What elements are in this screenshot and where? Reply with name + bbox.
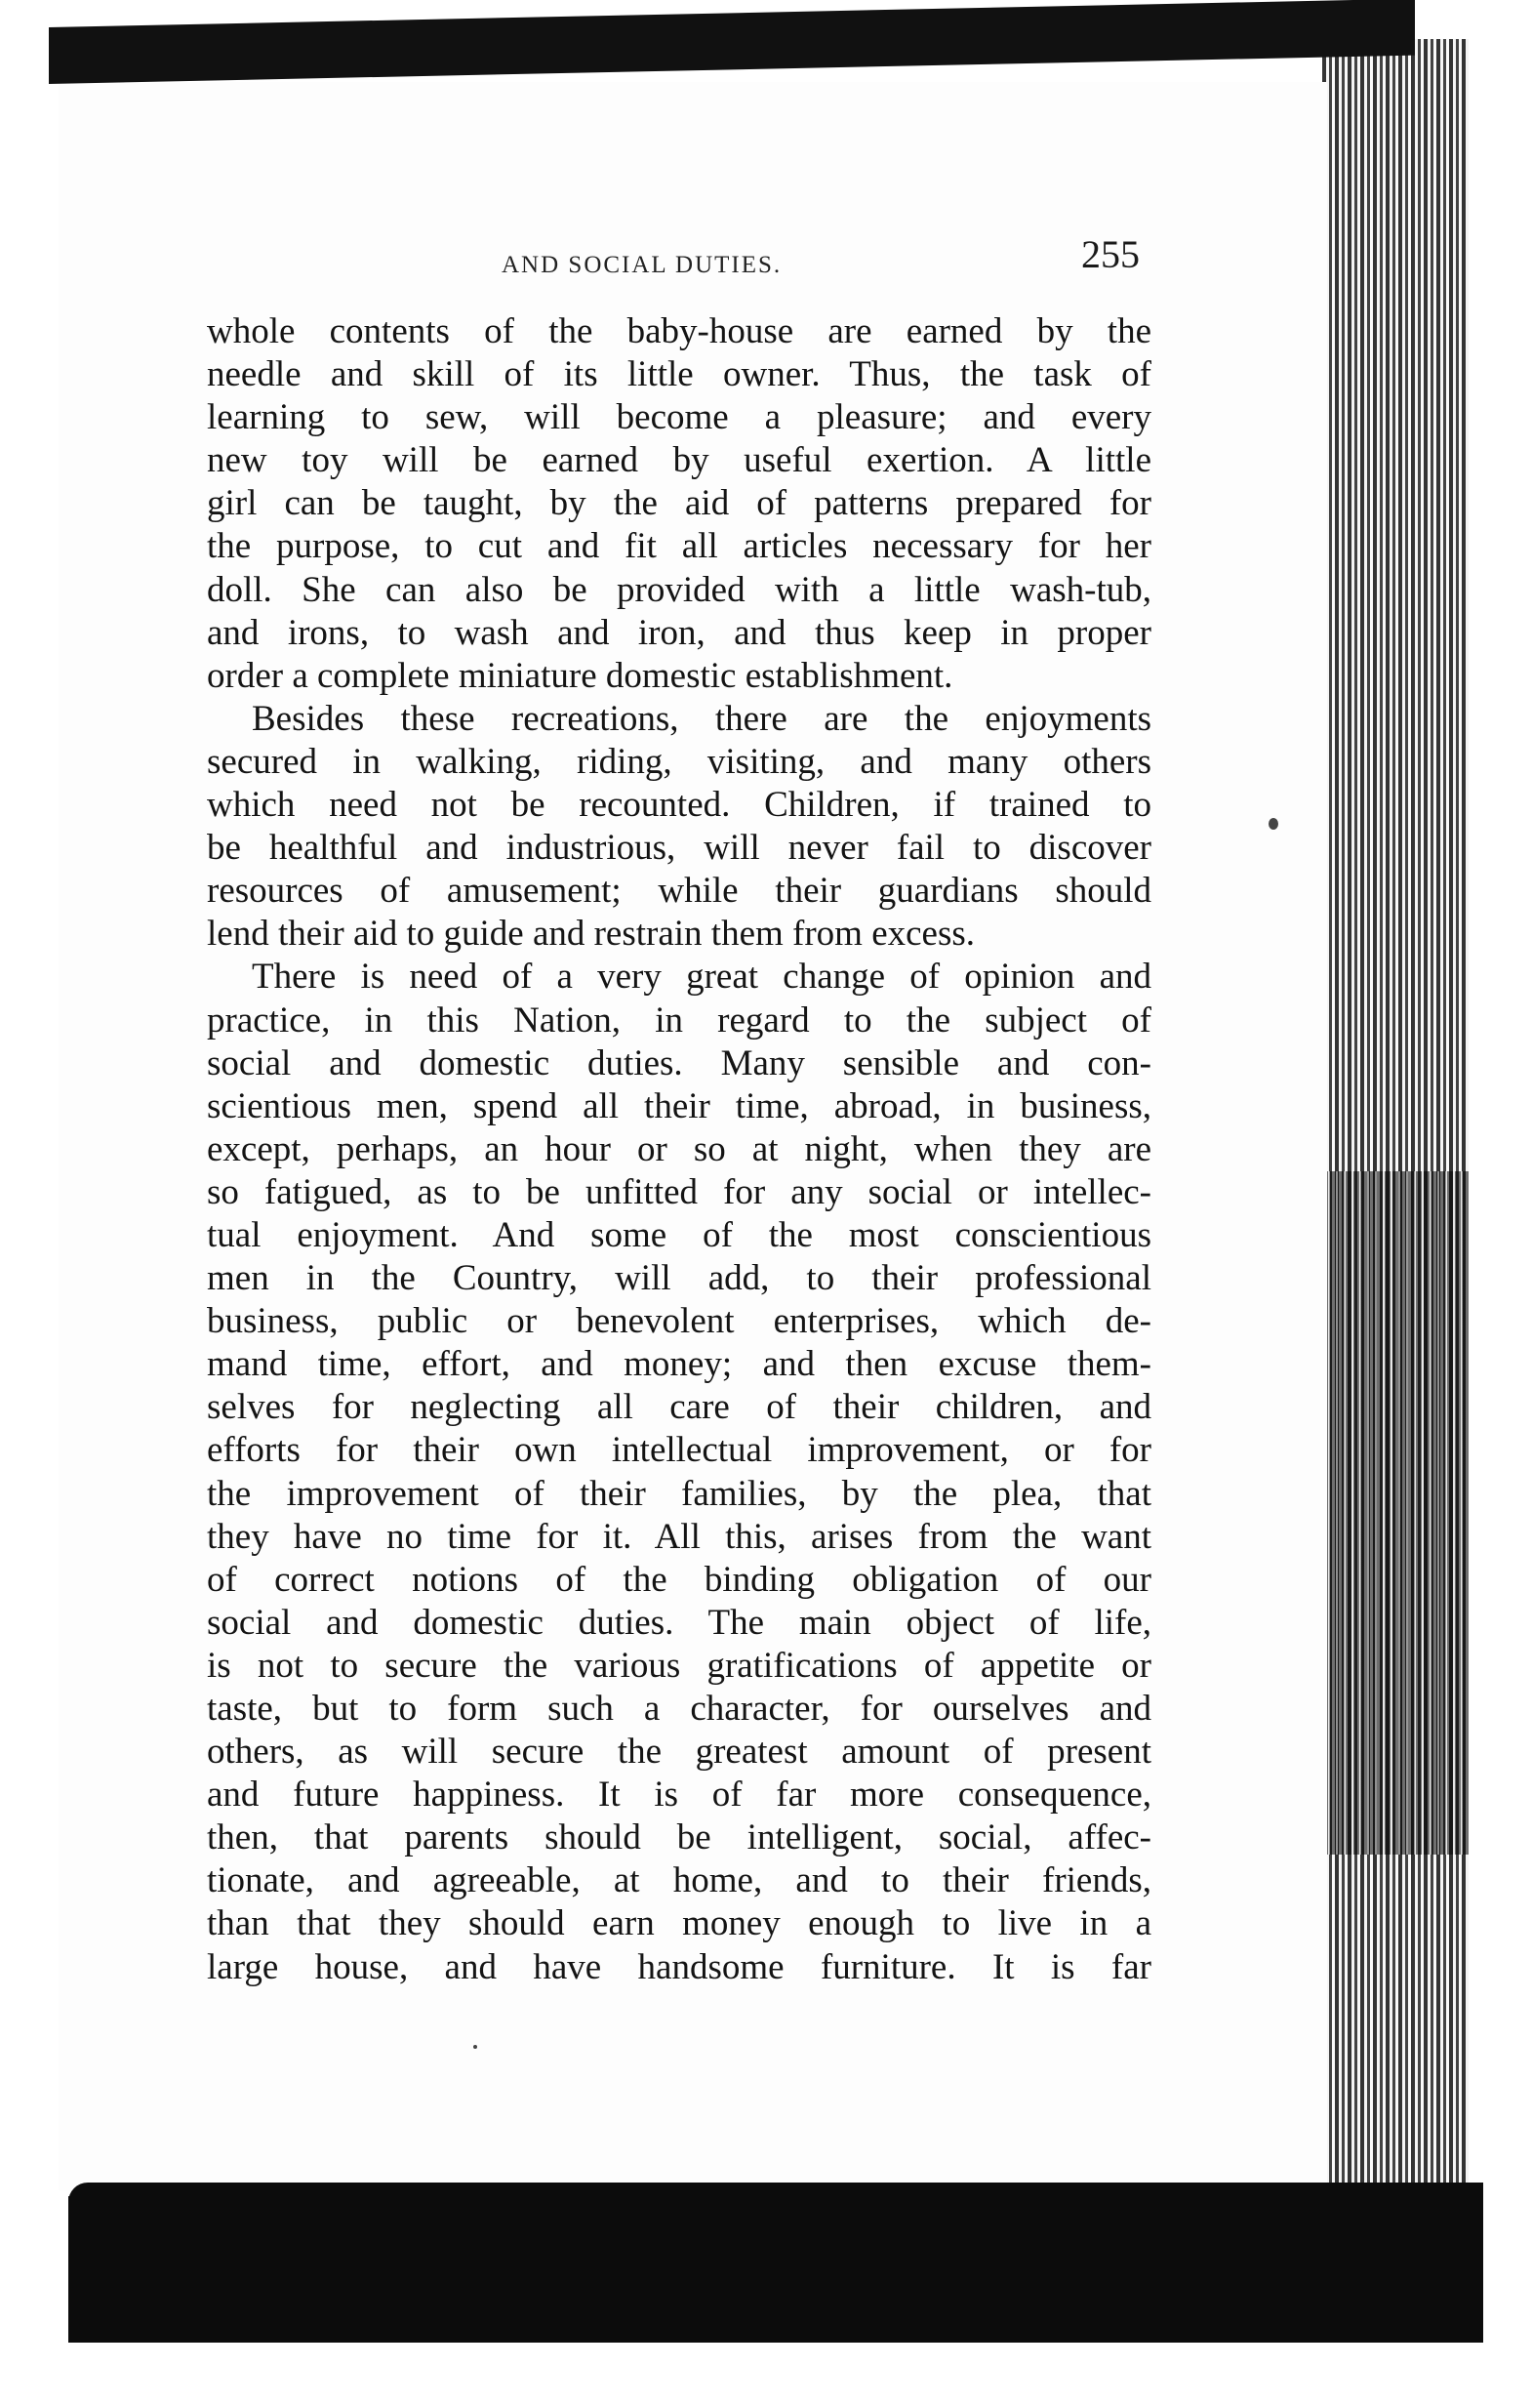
text-line: then, that parents should be intelligent, social, affec- bbox=[207, 1817, 1151, 1858]
running-head: AND SOCIAL DUTIES. bbox=[502, 252, 783, 278]
paragraph-start-line: Besides these recreations, there are the enjoyments bbox=[252, 698, 1151, 739]
text-line: others, as will secure the greatest amount of present bbox=[207, 1732, 1151, 1773]
text-line: and future happiness. It is of far more consequence, bbox=[207, 1775, 1151, 1816]
text-line: so fatigued, as to be unfitted for any social or intellec- bbox=[207, 1171, 1151, 1212]
text-line: new toy will be earned by useful exertion. A little bbox=[207, 440, 1151, 481]
text-line: be healthful and industrious, will never fail to discover bbox=[207, 828, 1151, 869]
text-line: needle and skill of its little owner. Thus, the task of bbox=[207, 354, 1151, 395]
body-text bbox=[207, 310, 1151, 1989]
text-line: secured in walking, riding, visiting, and many others bbox=[207, 741, 1151, 782]
text-line: and irons, to wash and iron, and thus keep in proper bbox=[207, 612, 1151, 653]
text-line: is not to secure the various gratifications of appetite or bbox=[207, 1645, 1151, 1686]
text-line: tionate, and agreeable, at home, and to their friends, bbox=[207, 1860, 1151, 1901]
text-line: doll. She can also be provided with a little wash-tub, bbox=[207, 569, 1151, 610]
scanner-border-bottom bbox=[68, 2196, 1483, 2343]
text-line: practice, in this Nation, in regard to the subject of bbox=[207, 1000, 1151, 1041]
text-line: learning to sew, will become a pleasure; and every bbox=[207, 397, 1151, 438]
text-line: selves for neglecting all care of their children, and bbox=[207, 1387, 1151, 1428]
text-line: girl can be taught, by the aid of patterns prepared for bbox=[207, 483, 1151, 524]
book-spine-edge bbox=[1322, 39, 1469, 2206]
text-line: they have no time for it. All this, arises from the want bbox=[207, 1516, 1151, 1557]
page-number: 255 bbox=[1081, 232, 1140, 276]
text-line: efforts for their own intellectual improvement, or for bbox=[207, 1430, 1151, 1471]
text-line: the purpose, to cut and fit all articles necessary for her bbox=[207, 526, 1151, 567]
text-line: men in the Country, will add, to their professional bbox=[207, 1258, 1151, 1299]
text-line: than that they should earn money enough to live in a bbox=[207, 1903, 1151, 1944]
text-line: of correct notions of the binding obligation of our bbox=[207, 1559, 1151, 1600]
text-line: order a complete miniature domestic establishment. bbox=[207, 655, 953, 696]
text-line: which need not be recounted. Children, if trained to bbox=[207, 785, 1151, 826]
text-line: tual enjoyment. And some of the most conscientious bbox=[207, 1214, 1151, 1255]
text-line: mand time, effort, and money; and then excuse them- bbox=[207, 1344, 1151, 1385]
text-line: lend their aid to guide and restrain them from excess. bbox=[207, 914, 976, 955]
text-line: except, perhaps, an hour or so at night, when they are bbox=[207, 1128, 1151, 1169]
ink-speck bbox=[1269, 818, 1278, 830]
text-line: social and domestic duties. Many sensible and con- bbox=[207, 1042, 1151, 1083]
paragraph-start-line: There is need of a very great change of opinion and bbox=[252, 957, 1151, 998]
scanner-border-top bbox=[49, 0, 1415, 84]
text-line: business, public or benevolent enterprises, which de- bbox=[207, 1301, 1151, 1342]
text-line: large house, and have handsome furniture. It is far bbox=[207, 1946, 1151, 1987]
text-line: the improvement of their families, by the plea, that bbox=[207, 1473, 1151, 1514]
text-line: scientious men, spend all their time, abroad, in business, bbox=[207, 1085, 1151, 1126]
text-line: resources of amusement; while their guardians should bbox=[207, 871, 1151, 912]
text-line: social and domestic duties. The main object of life, bbox=[207, 1602, 1151, 1643]
text-line: taste, but to form such a character, for ourselves and bbox=[207, 1689, 1151, 1729]
ink-speck bbox=[473, 2045, 477, 2049]
book-spine-shadow bbox=[1322, 1171, 1469, 1855]
text-line: whole contents of the baby-house are earned by the bbox=[207, 311, 1151, 351]
